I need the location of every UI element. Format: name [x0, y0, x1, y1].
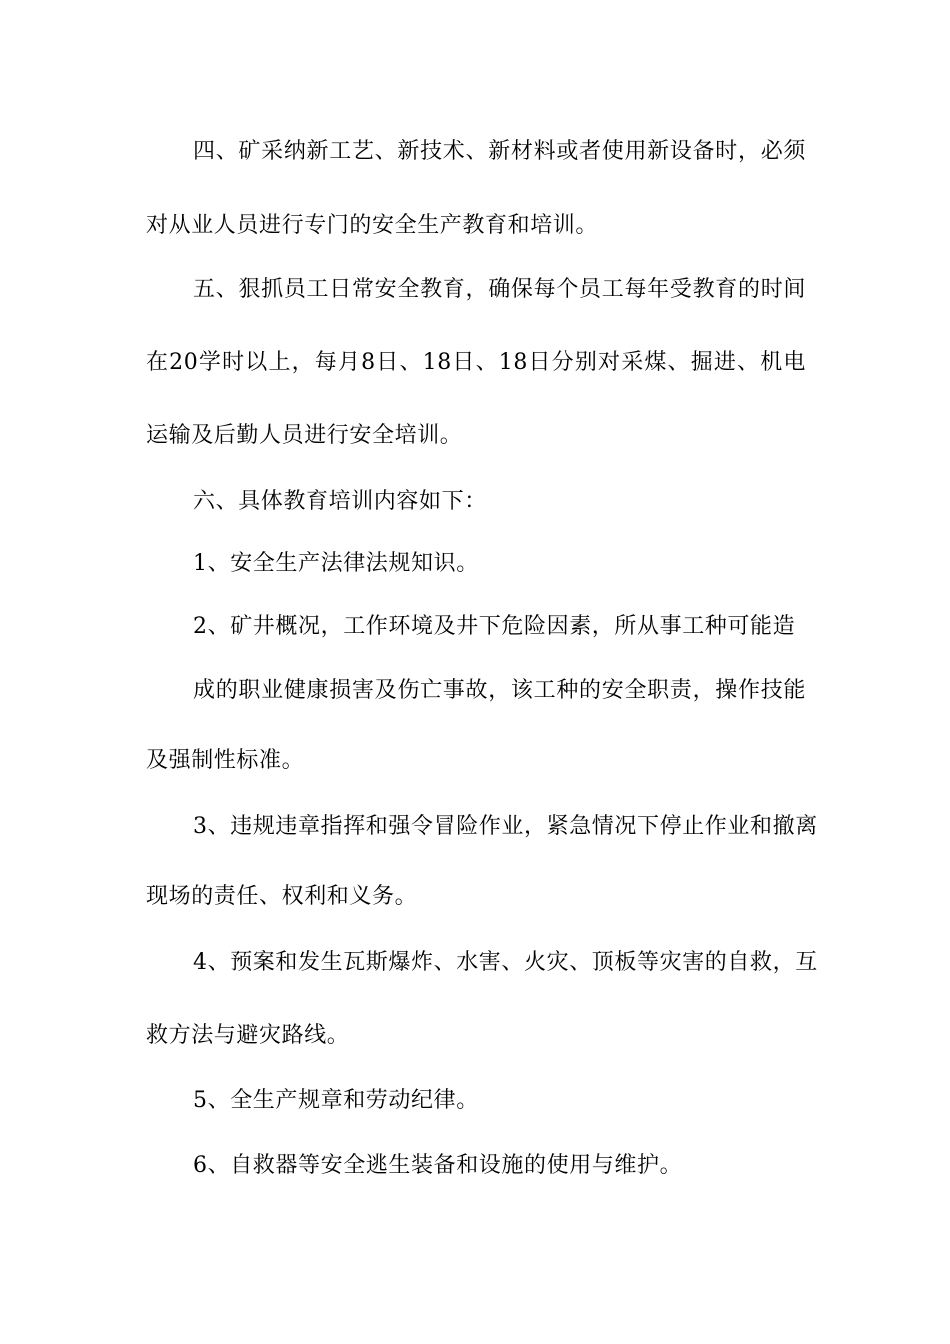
- list-item-5: 5、全生产规章和劳动纪律。: [193, 1088, 479, 1113]
- list-item-4-line-1: 4、预案和发生瓦斯爆炸、水害、火灾、顶板等灾害的自救，互: [193, 950, 818, 975]
- list-item-3-line-2: 现场的责任、权利和义务。: [146, 884, 418, 909]
- list-item-2-line-3: 及强制性标准。: [146, 748, 305, 773]
- list-item-3-line-1: 3、违规违章指挥和强令冒险作业，紧急情况下停止作业和撤离: [193, 814, 818, 839]
- paragraph-5-line-1: 五、狠抓员工日常安全教育，确保每个员工每年受教育的时间: [193, 277, 806, 302]
- list-item-1: 1、安全生产法律法规知识。: [193, 551, 479, 576]
- paragraph-4-line-2: 对从业人员进行专门的安全生产教育和培训。: [146, 213, 599, 238]
- paragraph-4-line-1: 四、矿采纳新工艺、新技术、新材料或者使用新设备时，必须: [193, 139, 806, 164]
- list-item-6: 6、自救器等安全逃生装备和设施的使用与维护。: [193, 1153, 683, 1178]
- list-item-2-line-2: 成的职业健康损害及伤亡事故，该工种的安全职责，操作技能: [193, 678, 806, 703]
- paragraph-5-line-2: 在20学时以上，每月8日、18日、18日分别对采煤、掘进、机电: [146, 350, 806, 375]
- paragraph-5-line-3: 运输及后勤人员进行安全培训。: [146, 423, 463, 448]
- list-item-2-line-1: 2、矿井概况，工作环境及井下危险因素，所从事工种可能造: [193, 614, 796, 639]
- section-6-heading: 六、具体教育培训内容如下：: [193, 489, 487, 514]
- list-item-4-line-2: 救方法与避灾路线。: [146, 1023, 350, 1048]
